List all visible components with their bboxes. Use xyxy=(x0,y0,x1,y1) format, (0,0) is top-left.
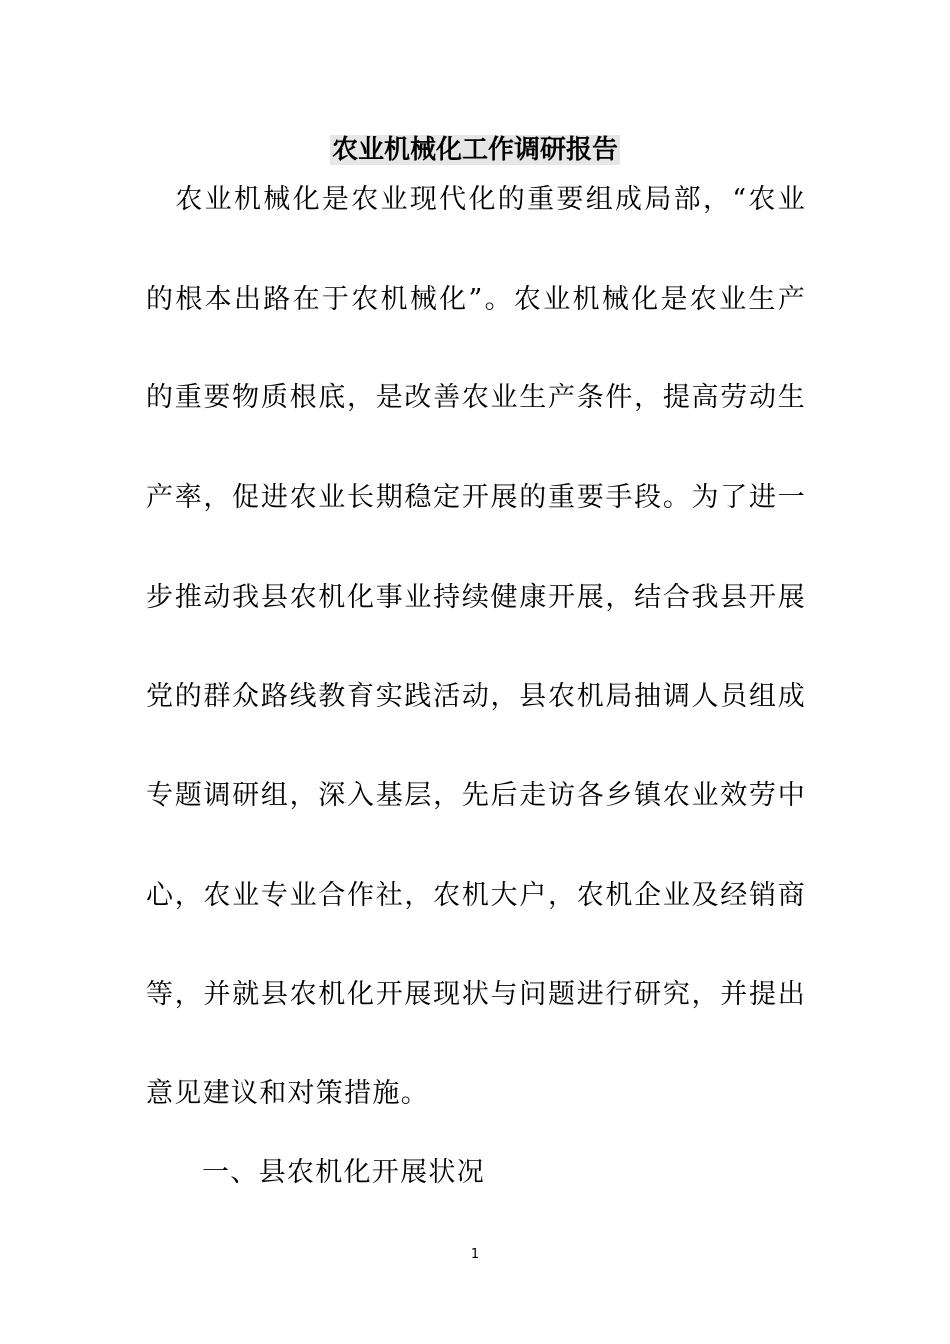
paragraph-line-last: 意见建议和对策措施。 xyxy=(146,1078,429,1109)
paragraph-line: 步推动我县农机化事业持续健康开展，结合我县开展 xyxy=(146,582,806,613)
document-title-text: 农业机械化工作调研报告 xyxy=(331,135,618,165)
paragraph-line: 产率，促进农业长期稳定开展的重要手段。为了进一 xyxy=(146,482,806,513)
paragraph-line: 党的群众路线教育实践活动，县农机局抽调人员组成 xyxy=(146,681,806,712)
paragraph-line: 心，农业专业合作社，农机大户，农机企业及经销商 xyxy=(146,880,806,911)
page-number: 1 xyxy=(470,1247,480,1262)
paragraph-line: 农业机械化是农业现代化的重要组成局部，“农业 xyxy=(146,184,806,215)
paragraph-line: 的根本出路在于农机械化”。农业机械化是农业生产 xyxy=(146,284,806,315)
document-title xyxy=(0,130,950,170)
paragraph-line: 等，并就县农机化开展现状与问题进行研究，并提出 xyxy=(146,979,806,1010)
paragraph-line: 专题调研组，深入基层，先后走访各乡镇农业效劳中 xyxy=(146,780,806,811)
section-heading: 一、县农机化开展状况 xyxy=(202,1157,485,1188)
paragraph-line: 的重要物质根底，是改善农业生产条件，提高劳动生 xyxy=(146,382,806,413)
